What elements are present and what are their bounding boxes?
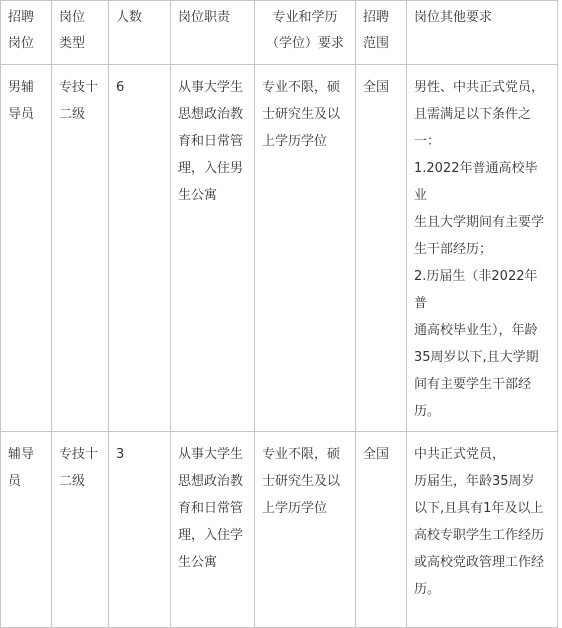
cell-education: 专业不限，硕 士研究生及以 上学历学位 — [255, 432, 356, 628]
cell-type: 专技十 二级 — [52, 432, 109, 628]
cell-duty: 从事大学生 思想政治教 育和日常管 理，入住男 生公寓 — [171, 65, 255, 432]
cell-other: 男性、中共正式党员， 且需满足以下条件之 一： 1.2022年普通高校毕业 生且大学期间有主要学 生干部经历； 2.历届生（非2022年普 通高校毕业生），年龄 35周岁以下,且大学期 间有主要学生干部经 历。 — [407, 65, 558, 432]
cell-scope: 全国 — [356, 432, 407, 628]
header-other: 岗位其他要求 — [407, 1, 558, 65]
header-count: 人数 — [109, 1, 171, 65]
cell-post: 辅导 员 — [1, 432, 52, 628]
header-duty: 岗位职责 — [171, 1, 255, 65]
table-row — [1, 432, 558, 628]
header-type: 岗位 类型 — [52, 1, 109, 65]
cell-duty: 从事大学生 思想政治教 育和日常管 理，入住学 生公寓 — [171, 432, 255, 628]
cell-scope: 全国 — [356, 65, 407, 432]
cell-other: 中共正式党员， 历届生，年龄35周岁 以下,且具有1年及以上 高校专职学生工作经历 或高校党政管理工作经 历。 — [407, 432, 558, 628]
cell-post: 男辅 导员 — [1, 65, 52, 432]
cell-count: 3 — [109, 432, 171, 628]
header-row — [1, 1, 558, 65]
table-row — [1, 65, 558, 432]
header-scope: 招聘 范围 — [356, 1, 407, 65]
cell-type: 专技十 二级 — [52, 65, 109, 432]
header-education: 专业和学历 （学位）要求 — [255, 1, 356, 65]
cell-education: 专业不限，硕 士研究生及以 上学历学位 — [255, 65, 356, 432]
cell-count: 6 — [109, 65, 171, 432]
header-post: 招聘 岗位 — [1, 1, 52, 65]
